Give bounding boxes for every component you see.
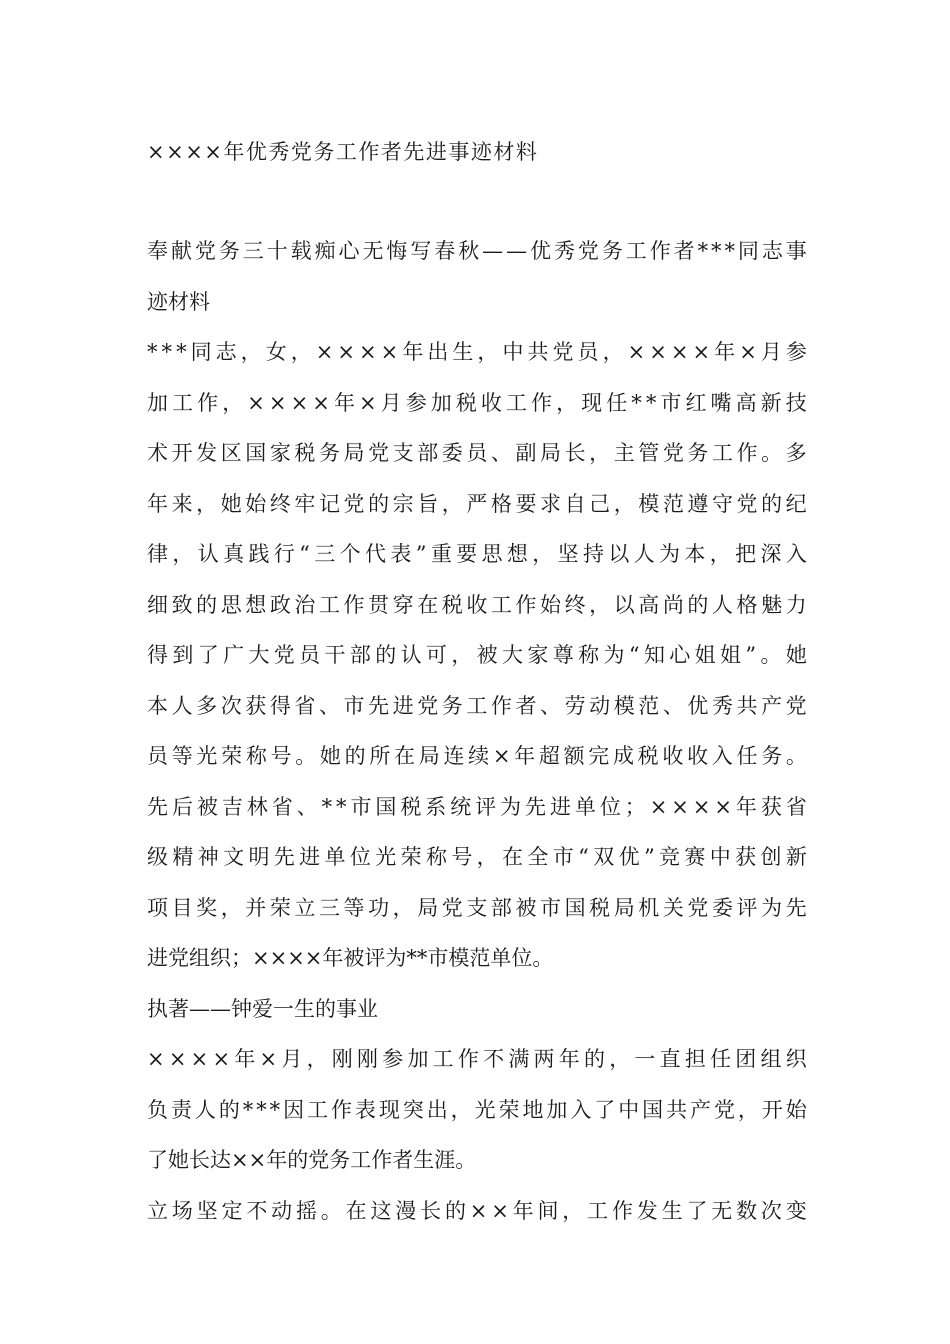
text-line: 加 工 作 ， × × × × 年 × 月 参 加 税 收 工 作 ， 现 任 * * 市 红 嘴 高 新 技: [147, 390, 807, 415]
text-line: 迹材料: [147, 289, 210, 314]
text-line: 立 场 坚 定 不 动 摇 。 在 这 漫 长 的 × × 年 间 ， 工 作 发 生 了 无 数 次 变: [147, 1198, 807, 1223]
text-line: 奉 献 党 务 三 十 载 痴 心 无 悔 写 春 秋 — — 优 秀 党 务 工 作 者 * * * 同 志 事: [147, 239, 807, 263]
text-line: 员 等 光 荣 称 号 。 她 的 所 在 局 连 续 × 年 超 额 完 成 税 收 收 入 任 务 。: [147, 744, 807, 768]
text-line: 项 目 奖 ， 并 荣 立 三 等 功 ， 局 党 支 部 被 市 国 税 局 机 关 党 委 评 为 先: [147, 895, 807, 920]
text-line: 执著——钟爱一生的事业: [147, 996, 378, 1021]
text-line: 本 人 多 次 获 得 省 、 市 先 进 党 务 工 作 者 、 劳 动 模 范 、 优 秀 共 产 党: [147, 693, 807, 718]
text-line: 细 致 的 思 想 政 治 工 作 贯 穿 在 税 收 工 作 始 终 ， 以 高 尚 的 人 格 魅 力: [147, 592, 807, 617]
text-line: 得 到 了 广 大 党 员 干 部 的 认 可 ， 被 大 家 尊 称 为 “ 知 心 姐 姐 ” 。 她: [147, 643, 807, 667]
document-body: [147, 226, 807, 1236]
text-line: 进党组织；××××年被评为**市模范单位。: [147, 946, 554, 970]
text-line: 术 开 发 区 国 家 税 务 局 党 支 部 委 员 、 副 局 长 ， 主 管 党 务 工 作 。 多: [147, 441, 807, 465]
text-line: 律 ， 认 真 践 行 “ 三 个 代 表 ” 重 要 思 想 ， 坚 持 以 人 为 本 ， 把 深 入: [147, 542, 807, 566]
text-line: 了她长达××年的党务工作者生涯。: [147, 1148, 477, 1172]
text-line: 先 后 被 吉 林 省 、 * * 市 国 税 系 统 评 为 先 进 单 位 ； × × × × 年 获 省: [147, 794, 807, 819]
text-line: × × × × 年 × 月 ， 刚 刚 参 加 工 作 不 满 两 年 的 ， 一 直 担 任 团 组 织: [147, 1047, 807, 1071]
text-line: 负 责 人 的 * * * 因 工 作 表 现 突 出 ， 光 荣 地 加 入 了 中 国 共 产 党 ， 开 始: [147, 1097, 807, 1122]
document-title: ××××年优秀党务工作者先进事迹材料: [147, 140, 539, 164]
text-line: 年 来 ， 她 始 终 牢 记 党 的 宗 旨 ， 严 格 要 求 自 己 ， 模 范 遵 守 党 的 纪: [147, 491, 807, 516]
text-line: 级 精 神 文 明 先 进 单 位 光 荣 称 号 ， 在 全 市 “ 双 优 ” 竞 赛 中 获 创 新: [147, 845, 807, 869]
text-line: * * * 同 志 ， 女 ， × × × × 年 出 生 ， 中 共 党 员 ， × × × × 年 × 月 参: [147, 340, 807, 364]
